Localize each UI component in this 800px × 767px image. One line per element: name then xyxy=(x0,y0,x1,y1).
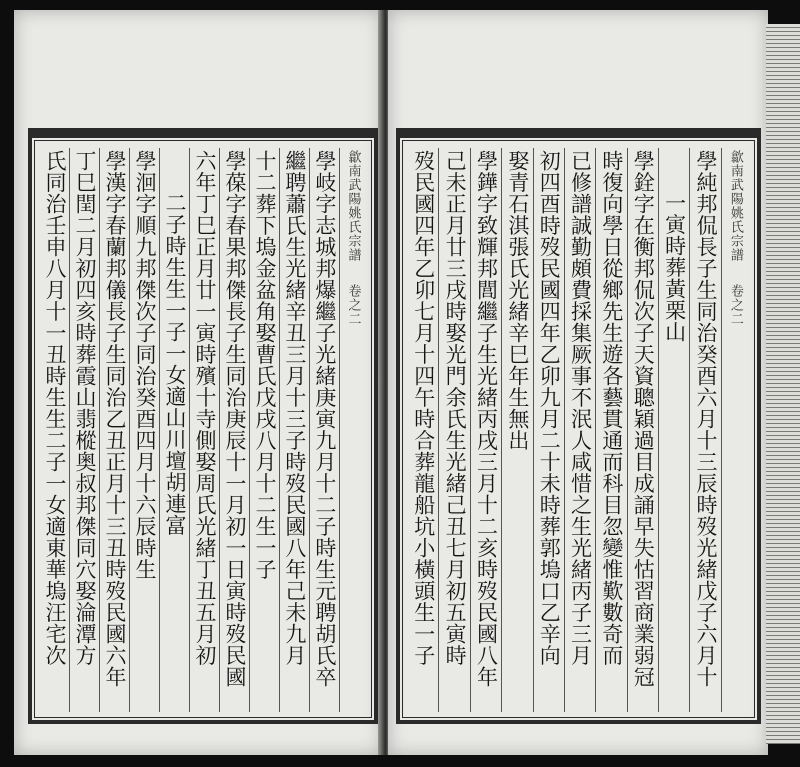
right-column-text: 娶青石淇張氏光緒辛巳年生無出 xyxy=(505,150,530,451)
left-text-column xyxy=(69,148,99,712)
left-text-column xyxy=(99,148,129,712)
right-column-text: 歿民國四年乙卯七月十四午時合葬龍船坑小橫頭生一子 xyxy=(411,150,436,666)
left-text-frame xyxy=(28,134,378,724)
right-column-text: 己未正月廿三戌時娶光門余氏生光緒己丑七月初五寅時 xyxy=(443,150,468,666)
left-column-text: 學岐字志城邦爆繼子光緒庚寅九月十二子時生元聘胡氏卒 xyxy=(312,150,337,688)
left-text-column xyxy=(279,148,309,712)
left-text-column xyxy=(189,148,219,712)
right-page xyxy=(388,10,768,755)
left-text-column xyxy=(219,148,249,712)
left-columns xyxy=(40,148,366,712)
left-text-column xyxy=(159,148,189,712)
right-text-column xyxy=(658,148,689,712)
right-text-column xyxy=(595,148,626,712)
right-margin-column xyxy=(721,148,749,712)
right-column-text: 初四酉時歿民國四年乙卯九月二十未時葬郭塢口乙辛向 xyxy=(537,150,562,666)
right-text-column xyxy=(627,148,658,712)
left-column-text: 氏同治壬申八月十一丑時生生二子一女適東華塢汪宅次 xyxy=(43,150,68,666)
right-text-column xyxy=(408,148,438,712)
right-column-text: 已修譜誠勤頗費採集厥事不泯人咸惜之生光緒丙子三月 xyxy=(568,150,593,666)
right-text-column xyxy=(470,148,501,712)
left-text-column xyxy=(309,148,339,712)
right-margin-volume: 卷之二 xyxy=(727,284,743,326)
left-column-text: 丁巳閏二月初四亥時葬霞山翡樅奥叔邦傑同穴娶淪潭方 xyxy=(73,150,98,666)
left-column-text: 學葆字春果邦傑長子生同治庚辰十一月初一日寅時歿民國 xyxy=(222,150,247,688)
right-margin-title: 歙南武陽姚氏宗譜 xyxy=(727,150,743,262)
left-column-text: 二子時生生一子一女適山川壇胡連富 xyxy=(162,192,187,536)
right-text-column xyxy=(689,148,720,712)
left-text-column xyxy=(40,148,69,712)
right-text-column xyxy=(533,148,564,712)
left-column-text: 繼聘蕭氏生光緒辛丑三月十三子時歿民國八年己未九月 xyxy=(282,150,307,666)
right-column-text: 時復向學日從鄉先生遊各藝貫通而科目忽變惟歎數奇而 xyxy=(599,150,624,666)
left-text-column xyxy=(129,148,159,712)
page-edges xyxy=(766,24,800,744)
left-column-text: 六年丁巳正月廿一寅時殯十寺側娶周氏光緒丁丑五月初 xyxy=(192,150,217,666)
left-page xyxy=(14,10,382,755)
right-columns xyxy=(408,148,749,712)
right-column-text: 學鏵字致輝邦閭繼子生光緒丙戌三月十二亥時歿民國八年 xyxy=(474,150,499,688)
right-text-column xyxy=(564,148,595,712)
right-text-column xyxy=(501,148,532,712)
left-margin-volume: 卷之二 xyxy=(345,284,361,326)
right-text-column xyxy=(438,148,469,712)
left-margin-column xyxy=(339,148,366,712)
left-text-column xyxy=(249,148,279,712)
left-column-text: 學洄字順九邦傑次子同治癸酉四月十六辰時生 xyxy=(133,150,157,580)
right-column-text: 學銓字在衡邦侃次子天資聰穎過目成誦早失怙習商業弱冠 xyxy=(631,150,656,688)
left-column-text: 十二葬下塢金盆角娶曹氏戊戌八月十二生一子 xyxy=(252,150,277,580)
left-margin-title: 歙南武陽姚氏宗譜 xyxy=(345,150,361,262)
right-column-text: 學純邦侃長子生同治癸酉六月十三辰時歿光緒戊子六月十 xyxy=(693,150,718,688)
left-column-text: 學漢字春蘭邦儀長子生同治乙丑正月十三丑時歿民國六年 xyxy=(103,150,128,688)
right-column-text: 一寅時葬黃栗山 xyxy=(662,192,687,343)
right-text-frame xyxy=(396,134,761,724)
